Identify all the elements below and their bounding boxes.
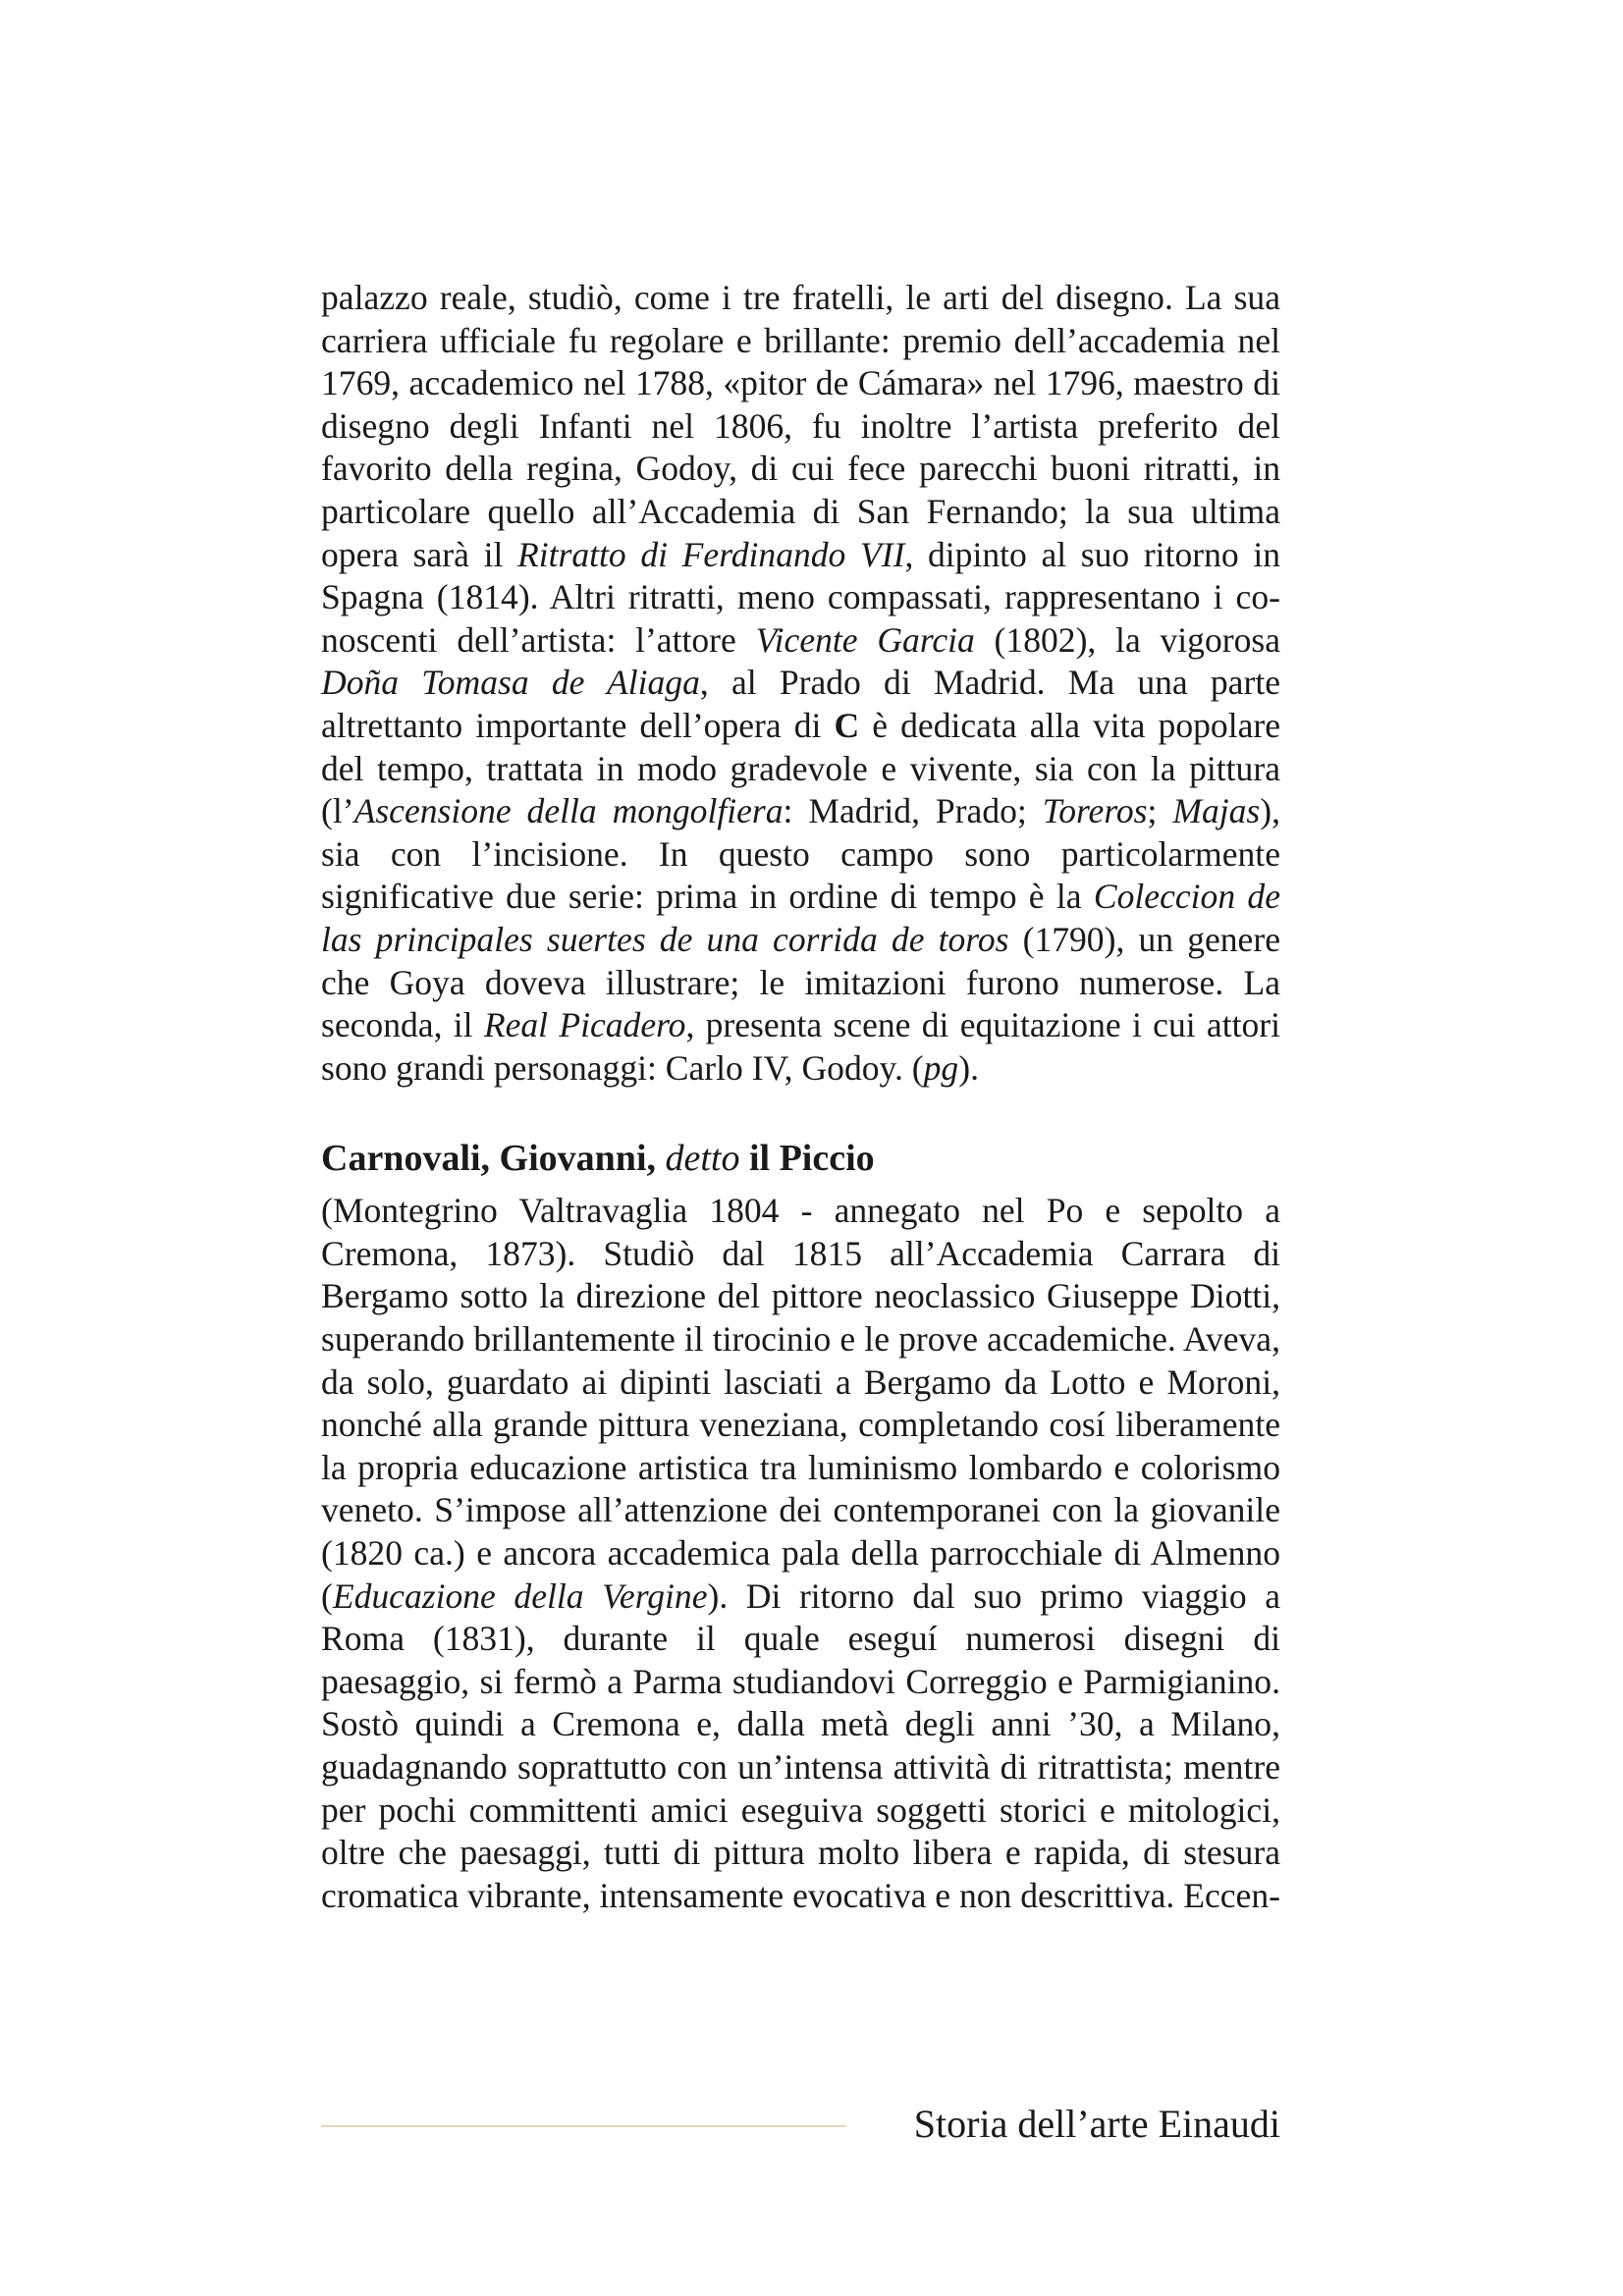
entry-heading bbox=[321, 1133, 1280, 1184]
italic-title: Ascensione della mongolfiera bbox=[353, 791, 784, 831]
entry-heading-detto: detto bbox=[665, 1138, 740, 1180]
italic-title: Doña Tomasa de Aliaga bbox=[321, 663, 700, 703]
italic-title: Ritratto di Ferdinando VII bbox=[517, 534, 905, 574]
entry-heading-name: Carnovali, Giovanni, bbox=[321, 1138, 656, 1180]
entry-heading-nickname: il Piccio bbox=[748, 1138, 875, 1180]
text-run: , dipinto al suo ritorno in Spagna (1814). Altri ritratti, meno compassati, rappresentano i conoscenti dell’artista: l’attore bbox=[321, 534, 1280, 660]
italic-title: Real Picadero bbox=[483, 1005, 686, 1045]
italic-title: Educazione della Vergine bbox=[332, 1575, 708, 1616]
italic-title: Majas bbox=[1172, 791, 1261, 831]
text-run: (1790), un genere che Goya doveva illustrare; le imitazioni furono numerose. La seconda, il bbox=[321, 919, 1280, 1045]
bold-abbreviation: C bbox=[834, 705, 860, 745]
text-run: (1802), la vigorosa bbox=[974, 619, 1281, 660]
entry-text-continued bbox=[321, 277, 1280, 1090]
text-run: ; bbox=[1147, 791, 1173, 831]
text-run: , al Prado di Madrid. Ma una parte altrettanto importante dell’opera di bbox=[321, 663, 1280, 745]
text-run: : Madrid, Prado; bbox=[783, 791, 1043, 831]
italic-title: pg bbox=[923, 1047, 959, 1088]
italic-title: Coleccion de las principales suertes de una corrida de toros bbox=[321, 877, 1280, 959]
entry-text-carnovali bbox=[321, 1190, 1280, 1917]
footer-rule bbox=[321, 2125, 846, 2127]
italic-title: Toreros bbox=[1042, 791, 1148, 831]
text-run: è dedicata alla vita popolare del tempo, trattata in modo gradevole e vivente, sia con la pittura (l’ bbox=[321, 705, 1281, 831]
text-run: ). Di ritorno dal suo primo viaggio a Roma (1831), durante il quale eseguí numerosi disegni di paesaggio, si fermò a Parma studiandovi Correggio e Parmigianino. Sostò quindi a Cremona e, dalla metà degli anni ’30, a Milano, guadagnando soprattutto con un’intensa attività di ritrattista; mentre per pochi committenti amici eseguiva soggetti storici e mitologici, oltre che paesaggi, tutti di pittura molto libera e rapida, di stesura cromatica vibrante, intensamente evocativa e non descrittiva. Eccen- bbox=[321, 1575, 1280, 1915]
italic-title: Vicente Garcia bbox=[755, 619, 975, 660]
text-run: , presenta scene di equitazione i cui attori sono grandi personaggi: Carlo IV, Godoy. ( bbox=[321, 1005, 1281, 1088]
page-footer bbox=[321, 2097, 1280, 2156]
footer-title: Storia dell’arte Einaudi bbox=[913, 2102, 1280, 2146]
text-run: (Montegrino Valtravaglia 1804 - annegato nel Po e sepolto a Cremona, 1873). Studiò dal 1815 all’Accademia Carrara di Bergamo sotto la direzione del pittore neoclassico Giuseppe Diotti, superando brillantemente il tirocinio e le prove accademiche. Aveva, da solo, guardato ai dipinti lasciati a Bergamo da Lotto e Moroni, nonché alla grande pittura veneziana, completando cosí liberamente la propria educazione artistica tra luminismo lombardo e colorismo veneto. S’impose all’attenzione dei contemporanei con la giovanile (1820 ca.) e ancora accademica pala della parrocchiale di Almenno ( bbox=[321, 1191, 1280, 1616]
page-body bbox=[321, 277, 1280, 1917]
text-run: palazzo reale, studiò, come i tre fratelli, le arti del disegno. La sua carriera ufficiale fu regolare e brillante: premio dell’accademia nel 1769, accademico nel 1788, «pitor de Cámara» nel 1796, maestro di disegno degli Infanti nel 1806, fu inoltre l’artista preferito del favorito della regina, Godoy, di cui fece parecchi buoni ritratti, in particolare quello all’Accademia di San Fernando; la sua ultima opera sarà il bbox=[321, 278, 1280, 574]
text-run: ). bbox=[958, 1047, 979, 1088]
text-run: ), sia con l’incisione. In questo campo sono particolarmente significative due serie: prima in ordine di tempo è la bbox=[321, 791, 1281, 917]
